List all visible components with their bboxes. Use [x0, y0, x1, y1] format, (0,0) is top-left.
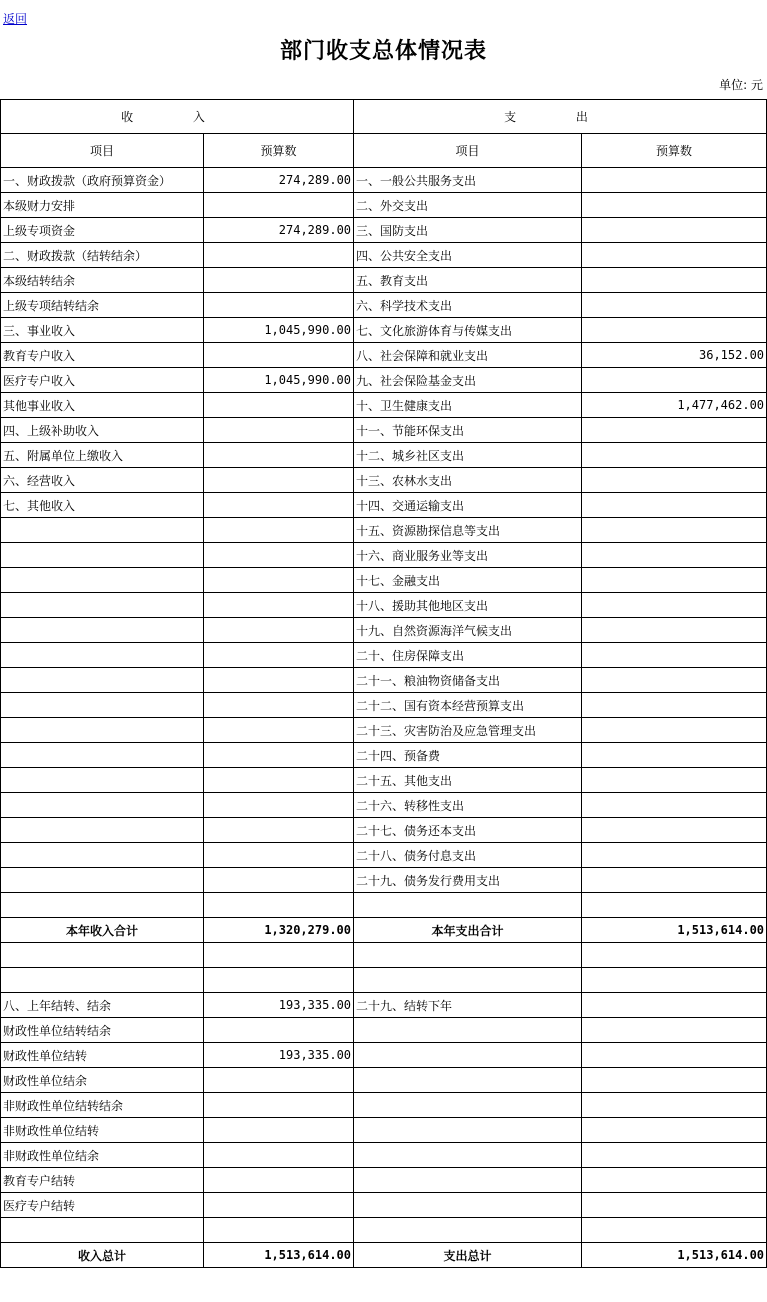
income-item-cell: 八、上年结转、结余 — [1, 993, 204, 1018]
expense-budget-cell — [582, 868, 767, 893]
income-budget-cell — [204, 718, 354, 743]
income-item-cell — [1, 568, 204, 593]
income-budget-cell: 274,289.00 — [204, 218, 354, 243]
expense-budget-cell — [582, 568, 767, 593]
expense-budget-cell — [582, 243, 767, 268]
expense-item-cell: 支出总计 — [354, 1243, 582, 1268]
table-row — [1, 468, 767, 493]
expense-budget-cell — [582, 1043, 767, 1068]
expense-budget-cell — [582, 518, 767, 543]
expense-item-cell: 一、一般公共服务支出 — [354, 168, 582, 193]
table-row — [1, 618, 767, 643]
income-item-cell: 四、上级补助收入 — [1, 418, 204, 443]
section-header-row — [1, 100, 767, 134]
expense-budget-cell — [582, 768, 767, 793]
table-row — [1, 643, 767, 668]
expense-budget-cell — [582, 718, 767, 743]
expense-budget-cell — [582, 693, 767, 718]
income-budget-cell: 193,335.00 — [204, 1043, 354, 1068]
expense-budget-cell — [582, 843, 767, 868]
income-budget-cell — [204, 793, 354, 818]
income-budget-cell — [204, 1218, 354, 1243]
income-budget-header: 预算数 — [204, 134, 354, 168]
income-item-cell: 三、事业收入 — [1, 318, 204, 343]
income-budget-cell — [204, 1118, 354, 1143]
table-row — [1, 818, 767, 843]
income-item-cell — [1, 743, 204, 768]
income-item-cell: 非财政性单位结转 — [1, 1118, 204, 1143]
table-row — [1, 268, 767, 293]
expense-item-cell — [354, 1218, 582, 1243]
expense-budget-cell — [582, 1068, 767, 1093]
expense-item-cell: 四、公共安全支出 — [354, 243, 582, 268]
income-item-cell: 教育专户收入 — [1, 343, 204, 368]
expense-budget-cell — [582, 443, 767, 468]
income-item-cell: 医疗专户收入 — [1, 368, 204, 393]
table-row — [1, 968, 767, 993]
income-item-cell: 财政性单位结余 — [1, 1068, 204, 1093]
income-budget-cell: 1,045,990.00 — [204, 368, 354, 393]
income-budget-cell — [204, 1018, 354, 1043]
total-row — [1, 1243, 767, 1268]
table-row — [1, 393, 767, 418]
expense-budget-cell: 1,513,614.00 — [582, 1243, 767, 1268]
expense-budget-cell — [582, 1118, 767, 1143]
expense-budget-cell — [582, 1143, 767, 1168]
income-budget-cell — [204, 643, 354, 668]
expense-item-cell — [354, 943, 582, 968]
income-budget-cell — [204, 343, 354, 368]
income-budget-cell — [204, 243, 354, 268]
income-item-cell — [1, 1218, 204, 1243]
income-item-cell: 非财政性单位结转结余 — [1, 1093, 204, 1118]
expense-item-cell — [354, 1093, 582, 1118]
income-budget-cell — [204, 818, 354, 843]
expense-item-cell: 二十八、债务付息支出 — [354, 843, 582, 868]
expense-item-cell — [354, 1068, 582, 1093]
income-budget-cell — [204, 393, 354, 418]
income-item-cell — [1, 643, 204, 668]
income-item-cell: 其他事业收入 — [1, 393, 204, 418]
expense-budget-cell — [582, 793, 767, 818]
expense-item-cell — [354, 1168, 582, 1193]
expense-item-cell — [354, 1118, 582, 1143]
income-budget-cell — [204, 543, 354, 568]
table-row — [1, 168, 767, 193]
expense-item-cell: 七、文化旅游体育与传媒支出 — [354, 318, 582, 343]
income-budget-cell — [204, 268, 354, 293]
expense-budget-cell — [582, 468, 767, 493]
expense-header: 支 出 — [354, 100, 767, 134]
expense-item-cell: 十一、节能环保支出 — [354, 418, 582, 443]
expense-budget-cell — [582, 593, 767, 618]
expense-budget-cell — [582, 818, 767, 843]
expense-item-header: 项目 — [354, 134, 582, 168]
expense-item-cell: 本年支出合计 — [354, 918, 582, 943]
expense-budget-cell — [582, 318, 767, 343]
income-item-cell — [1, 793, 204, 818]
income-item-cell: 财政性单位结转 — [1, 1043, 204, 1068]
expense-item-cell: 二十六、转移性支出 — [354, 793, 582, 818]
expense-budget-cell — [582, 618, 767, 643]
expense-budget-cell: 1,513,614.00 — [582, 918, 767, 943]
income-item-cell: 财政性单位结转结余 — [1, 1018, 204, 1043]
income-budget-cell — [204, 568, 354, 593]
table-row — [1, 768, 767, 793]
income-item-cell — [1, 893, 204, 918]
expense-item-cell: 十五、资源勘探信息等支出 — [354, 518, 582, 543]
table-row — [1, 293, 767, 318]
expense-budget-cell — [582, 493, 767, 518]
expense-item-cell — [354, 968, 582, 993]
table-row — [1, 793, 767, 818]
expense-item-cell: 二十三、灾害防治及应急管理支出 — [354, 718, 582, 743]
income-budget-cell — [204, 468, 354, 493]
back-link[interactable]: 返回 — [3, 12, 28, 26]
expense-item-cell: 二十七、债务还本支出 — [354, 818, 582, 843]
income-item-cell — [1, 718, 204, 743]
expense-budget-cell — [582, 193, 767, 218]
income-item-cell — [1, 818, 204, 843]
income-budget-cell — [204, 668, 354, 693]
table-row — [1, 518, 767, 543]
table-row — [1, 1118, 767, 1143]
table-row — [1, 1168, 767, 1193]
income-budget-cell — [204, 1068, 354, 1093]
income-item-header: 项目 — [1, 134, 204, 168]
expense-budget-cell — [582, 943, 767, 968]
income-budget-cell — [204, 293, 354, 318]
table-row — [1, 343, 767, 368]
expense-item-cell: 二、外交支出 — [354, 193, 582, 218]
expense-item-cell: 十六、商业服务业等支出 — [354, 543, 582, 568]
income-budget-cell: 1,045,990.00 — [204, 318, 354, 343]
income-item-cell — [1, 868, 204, 893]
expense-item-cell: 二十五、其他支出 — [354, 768, 582, 793]
expense-item-cell: 五、教育支出 — [354, 268, 582, 293]
income-item-cell: 本年收入合计 — [1, 918, 204, 943]
income-item-cell: 收入总计 — [1, 1243, 204, 1268]
income-item-cell: 教育专户结转 — [1, 1168, 204, 1193]
table-row — [1, 243, 767, 268]
table-row — [1, 193, 767, 218]
income-budget-cell — [204, 843, 354, 868]
table-row — [1, 368, 767, 393]
table-row — [1, 1093, 767, 1118]
income-budget-cell — [204, 868, 354, 893]
expense-budget-cell — [582, 1018, 767, 1043]
budget-table — [0, 99, 767, 1268]
table-row — [1, 668, 767, 693]
income-item-cell: 一、财政拨款（政府预算资金） — [1, 168, 204, 193]
expense-item-cell: 二十九、债务发行费用支出 — [354, 868, 582, 893]
expense-item-cell: 八、社会保障和就业支出 — [354, 343, 582, 368]
table-row — [1, 993, 767, 1018]
page-title: 部门收支总体情况表 — [279, 38, 487, 64]
table-row — [1, 493, 767, 518]
table-row — [1, 543, 767, 568]
income-budget-cell — [204, 1143, 354, 1168]
expense-item-cell: 十二、城乡社区支出 — [354, 443, 582, 468]
table-row — [1, 1143, 767, 1168]
table-row — [1, 743, 767, 768]
table-row — [1, 943, 767, 968]
income-budget-cell: 1,320,279.00 — [204, 918, 354, 943]
income-item-cell — [1, 593, 204, 618]
income-budget-cell — [204, 618, 354, 643]
income-budget-cell — [204, 943, 354, 968]
expense-budget-cell — [582, 893, 767, 918]
expense-budget-cell: 36,152.00 — [582, 343, 767, 368]
expense-budget-cell — [582, 293, 767, 318]
expense-item-cell: 十九、自然资源海洋气候支出 — [354, 618, 582, 643]
expense-item-cell: 九、社会保险基金支出 — [354, 368, 582, 393]
income-budget-cell — [204, 418, 354, 443]
expense-budget-cell — [582, 743, 767, 768]
expense-item-cell: 二十九、结转下年 — [354, 993, 582, 1018]
income-budget-cell — [204, 518, 354, 543]
expense-item-cell: 二十二、国有资本经营预算支出 — [354, 693, 582, 718]
table-row — [1, 718, 767, 743]
expense-item-cell — [354, 1018, 582, 1043]
income-budget-cell — [204, 1193, 354, 1218]
expense-budget-cell — [582, 993, 767, 1018]
income-item-cell — [1, 768, 204, 793]
expense-budget-cell — [582, 168, 767, 193]
income-budget-cell — [204, 768, 354, 793]
income-item-cell — [1, 668, 204, 693]
expense-item-cell: 二十一、粮油物资储备支出 — [354, 668, 582, 693]
expense-budget-cell — [582, 218, 767, 243]
expense-item-cell: 三、国防支出 — [354, 218, 582, 243]
expense-item-cell: 二十、住房保障支出 — [354, 643, 582, 668]
table-row — [1, 893, 767, 918]
expense-item-cell: 二十四、预备费 — [354, 743, 582, 768]
income-item-cell: 七、其他收入 — [1, 493, 204, 518]
income-budget-cell — [204, 593, 354, 618]
income-item-cell — [1, 518, 204, 543]
expense-item-cell — [354, 893, 582, 918]
expense-item-cell — [354, 1193, 582, 1218]
expense-item-cell: 十八、援助其他地区支出 — [354, 593, 582, 618]
expense-item-cell: 十、卫生健康支出 — [354, 393, 582, 418]
expense-budget-cell — [582, 643, 767, 668]
income-item-cell — [1, 968, 204, 993]
table-row — [1, 318, 767, 343]
income-item-cell: 六、经营收入 — [1, 468, 204, 493]
table-row — [1, 1218, 767, 1243]
expense-item-cell: 十三、农林水支出 — [354, 468, 582, 493]
income-budget-cell: 274,289.00 — [204, 168, 354, 193]
expense-budget-cell — [582, 268, 767, 293]
expense-budget-cell — [582, 968, 767, 993]
table-row — [1, 1193, 767, 1218]
table-row — [1, 418, 767, 443]
expense-item-cell — [354, 1043, 582, 1068]
table-row — [1, 1043, 767, 1068]
table-row — [1, 1018, 767, 1043]
income-item-cell: 本级财力安排 — [1, 193, 204, 218]
column-header-row — [1, 134, 767, 168]
income-budget-cell: 1,513,614.00 — [204, 1243, 354, 1268]
income-item-cell: 二、财政拨款（结转结余） — [1, 243, 204, 268]
income-budget-cell — [204, 968, 354, 993]
income-budget-cell: 193,335.00 — [204, 993, 354, 1018]
table-row — [1, 1068, 767, 1093]
table-row — [1, 443, 767, 468]
expense-budget-cell — [582, 1093, 767, 1118]
expense-budget-cell: 1,477,462.00 — [582, 393, 767, 418]
expense-item-cell: 六、科学技术支出 — [354, 293, 582, 318]
income-header: 收 入 — [1, 100, 354, 134]
income-budget-cell — [204, 443, 354, 468]
income-budget-cell — [204, 1093, 354, 1118]
income-item-cell: 医疗专户结转 — [1, 1193, 204, 1218]
income-item-cell — [1, 843, 204, 868]
income-item-cell: 本级结转结余 — [1, 268, 204, 293]
income-budget-cell — [204, 893, 354, 918]
expense-budget-cell — [582, 1168, 767, 1193]
total-row — [1, 918, 767, 943]
table-row — [1, 693, 767, 718]
table-row — [1, 218, 767, 243]
table-row — [1, 868, 767, 893]
income-item-cell: 上级专项结转结余 — [1, 293, 204, 318]
income-budget-cell — [204, 493, 354, 518]
table-row — [1, 843, 767, 868]
expense-item-cell — [354, 1143, 582, 1168]
unit-label: 单位: 元 — [719, 78, 763, 92]
expense-item-cell: 十四、交通运输支出 — [354, 493, 582, 518]
table-row — [1, 568, 767, 593]
income-item-cell — [1, 693, 204, 718]
expense-budget-cell — [582, 418, 767, 443]
expense-budget-header: 预算数 — [582, 134, 767, 168]
income-budget-cell — [204, 1168, 354, 1193]
income-budget-cell — [204, 743, 354, 768]
income-item-cell — [1, 543, 204, 568]
income-budget-cell — [204, 693, 354, 718]
income-item-cell: 上级专项资金 — [1, 218, 204, 243]
income-item-cell — [1, 618, 204, 643]
income-item-cell — [1, 943, 204, 968]
expense-budget-cell — [582, 543, 767, 568]
expense-budget-cell — [582, 1193, 767, 1218]
expense-budget-cell — [582, 368, 767, 393]
income-budget-cell — [204, 193, 354, 218]
expense-budget-cell — [582, 1218, 767, 1243]
income-item-cell: 非财政性单位结余 — [1, 1143, 204, 1168]
expense-item-cell: 十七、金融支出 — [354, 568, 582, 593]
expense-budget-cell — [582, 668, 767, 693]
table-row — [1, 593, 767, 618]
income-item-cell: 五、附属单位上缴收入 — [1, 443, 204, 468]
